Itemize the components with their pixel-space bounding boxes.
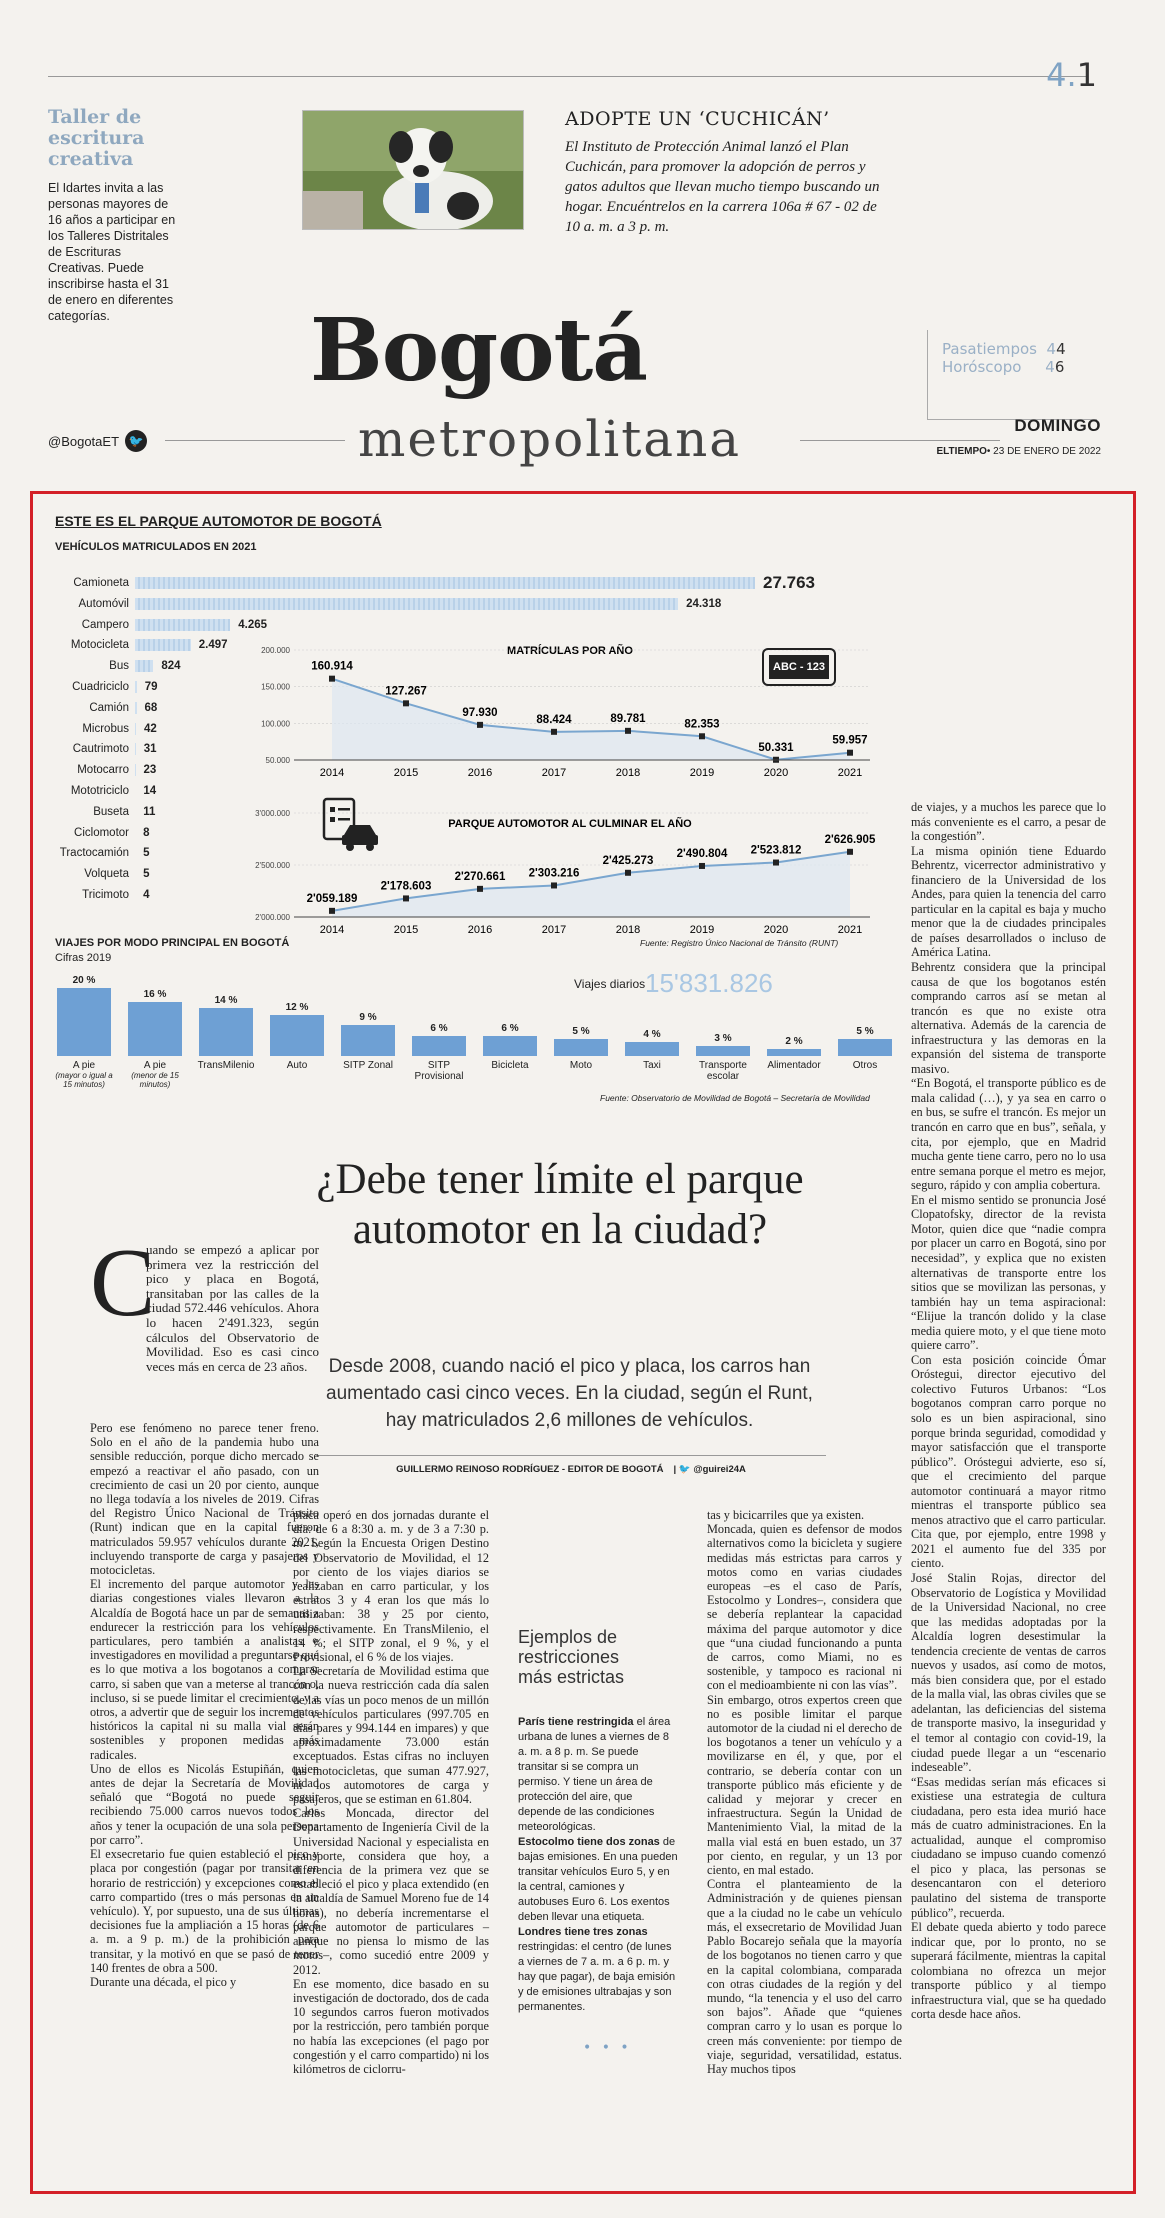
mode-value: 5 % (572, 1026, 590, 1037)
vehicle-label: Volqueta (84, 868, 129, 881)
x-tick-label: 2018 (615, 924, 641, 935)
vehicle-row (55, 595, 721, 613)
data-label: 2'303.216 (528, 867, 580, 880)
source-runt: Fuente: Registro Único Nacional de Tránsito (RUNT) (640, 938, 839, 948)
data-label: 2'425.273 (602, 854, 654, 867)
vehicle-bar (135, 619, 230, 631)
daily-trips-value: 15'831.826 (645, 968, 773, 998)
infographic-title: ESTE ES EL PARQUE AUTOMOTOR DE BOGOTÁ (55, 513, 382, 529)
vehicle-label: Microbus (82, 722, 129, 735)
data-point (847, 750, 853, 756)
x-tick-label: 2020 (763, 767, 789, 779)
mode-label: Otros (852, 1060, 878, 1071)
mode-value: 16 % (143, 988, 167, 1000)
mode-bar-group (407, 1023, 471, 1082)
index-item: Horóscopo 46 (942, 358, 1065, 376)
vehicle-bar (135, 639, 191, 651)
mode-value: 5 % (856, 1026, 874, 1037)
mode-bar (341, 1025, 395, 1056)
mode-bar (767, 1049, 821, 1056)
vehicle-bar (135, 660, 153, 672)
data-point (329, 908, 335, 914)
column-3: tas y bicicarriles que ya existen. Moncada, quien es defensor de modos alternativos como la bicicleta y sugiere medidas más estrictas para carros y motos como en varias ciudades europeas –es el caso de París, Estocolmo y Londres–, considera que se debería replantear la capacidad máxima del parque automotor y dice que “una ciudad funcionando a punta de carros, como Miami, no es sostenible, y tampoco es racional ni con el medioambiente ni con las vías”. Sin embargo, otros expertos creen que no es posible limitar el parque automotor de la ciudad ni el derecho de los bogotanos a tener un vehículo y a movilizarse en él, y que, por el contrario, se debería contar con un transporte público más eficiente y de calidad y mejorar y crecer en infraestructura. Según la Unidad de Mantenimiento Vial, la mitad de la malla vial está en buen estado, un 37 por ciento, en regular, y un 13 por ciento, en mal estado. Contra el planteamiento de la Administración y de quienes piensan que a la ciudad no le cabe un vehículo más, el exsecretario de Movilidad Juan Pablo Bocarejo señala que la mayoría de los bogotanos no tienen carro y que en la capital colombiana, comparada con otras ciudades de la región y del mundo, “la tenencia y el uso del carro son bajos”. Añade que “quienes compran carro y lo usan es porque lo creen más conveniente: por tiempo de viaje, seguridad, versatilidad, estatus. Hay muchos tipos (707, 1508, 902, 2076)
data-point (625, 728, 631, 734)
data-point (477, 722, 483, 728)
vehicle-label: Motocicleta (70, 639, 129, 652)
vehicle-bar (135, 723, 136, 735)
vehicle-row (55, 678, 158, 696)
vehicle-row (55, 844, 150, 862)
mode-value: 3 % (714, 1032, 732, 1044)
mode-bar-group (52, 975, 116, 1089)
drop-cap: C (90, 1229, 156, 1337)
vehicle-bar (135, 702, 137, 714)
x-tick-label: 2019 (689, 924, 715, 935)
y-tick-label: 150.000 (261, 682, 290, 692)
vehicle-value: 2.497 (198, 639, 228, 652)
data-label: 160.914 (311, 660, 353, 673)
vehicle-value: 27.763 (763, 573, 815, 592)
vehicle-value: 824 (161, 660, 181, 673)
data-label: 82.353 (684, 718, 720, 731)
data-point (403, 895, 409, 901)
data-label: 88.424 (536, 713, 572, 726)
data-point (847, 849, 853, 855)
mode-value: 14 % (214, 995, 238, 1007)
data-label: 2'059.189 (306, 892, 358, 905)
mode-bar-group (549, 1026, 613, 1071)
y-tick-label: 50.000 (265, 756, 290, 765)
sidebar-box-body (518, 1715, 678, 2015)
x-tick-label: 2015 (393, 767, 419, 779)
mode-value: 9 % (359, 1012, 377, 1024)
x-tick-label: 2016 (467, 767, 493, 779)
mode-value: 4 % (643, 1029, 661, 1041)
vehicle-value: 5 (143, 868, 150, 881)
data-label: 2'523.812 (750, 844, 802, 857)
daily-trips-label: Viajes diarios (574, 977, 646, 991)
mode-label: Moto (569, 1060, 593, 1071)
mode-bar (128, 1002, 182, 1056)
index-item: Pasatiempos 44 (942, 340, 1066, 358)
mode-value: 6 % (501, 1022, 519, 1034)
vehicle-value: 31 (143, 743, 157, 756)
data-point (699, 863, 705, 869)
vehicle-label: Bus (109, 660, 129, 673)
vehicle-row (55, 886, 149, 904)
data-label: 89.781 (610, 712, 646, 725)
x-tick-label: 2014 (319, 924, 345, 935)
data-label: 127.267 (385, 685, 427, 698)
vehicle-row (55, 699, 157, 717)
column-1: Pero ese fenómeno no parece tener freno. Solo en el año de la pandemia hubo una sensible reducción, porque dicho mercado se empezó a reactivar el año pasado, con un crecimiento de casi un 20 por ciento, aunque no llega todavía a los niveles de 2019. Cifras del Registro Único Nacional de Tránsito (Runt) indican que en la capital fueron matriculados 59.957 vehículos durante 2021, incluyendo transporte de carga y pasajeros y motocicletas. El incremento del parque automotor y las diarias congestiones viales llevaron a la Alcaldía de Bogotá hace un par de semanas a endurecer la restricción para los vehículos particulares, pero también a analistas e investigadores en movilidad a preguntarse qué es lo que motiva a los bogotanos a comprar carro, si saben que van a meterse al trancón o, incluso, si se puede limitar el crecimiento, y a otros, a advertir que de seguir los incrementos históricos la capital ni su malla vial serán sostenibles y proponen medidas más radicales. Uno de ellos es Nicolás Estupiñán, quien antes de dejar la Secretaría de Movilidad señaló que “Bogotá no puede seguir recibiendo 75.000 carros nuevos todos los años y tener la ocupación de una sola persona por carro”. El exsecretario fue quien estableció el pico y placa por congestión (pagar por transitar en horario de restricción) y excepciones como el carro compartido (tres o más personas en un vehículo). Y, por supuesto, una de sus últimas decisiones fue la ampliación a 15 horas (de 6 a. m. a 9 p. m.) de la prohibición para transitar, y la motivó en que se pasó de tener 140 frentes de obra a 500. Durante una década, el pico y (90, 1421, 319, 1989)
mode-label: Alimentador (767, 1059, 821, 1071)
vehicle-value: 24.318 (686, 597, 722, 610)
mode-value: 6 % (430, 1022, 448, 1034)
vehicle-label: Mototriciclo (70, 785, 129, 797)
vehicle-row (55, 782, 156, 800)
masthead-rule-right (800, 440, 1000, 441)
vehicle-bar (135, 743, 136, 755)
vehicle-value: 42 (143, 722, 157, 735)
vehicle-value: 79 (144, 681, 158, 693)
vehicle-row (55, 574, 815, 592)
data-point (551, 882, 557, 888)
mode-note: (mayor o igual a 15 minutos) (55, 1071, 113, 1089)
box-item: Londres tiene tres zonas restringidas: el centro (de lunes a viernes de 7 a. m. a 6 p. m. y hay que pagar), de baja emisión y de emisiones ultrabajas y son permanentes. (518, 1926, 676, 2013)
vehicle-value: 68 (144, 701, 158, 714)
mode-label: SITP Provisional (414, 1059, 464, 1082)
vehicle-value: 4.265 (238, 618, 268, 631)
vehicle-value: 8 (143, 826, 150, 839)
vehicle-label: Cautrimoto (72, 743, 129, 756)
box-item: París tiene restringida el área urbana de lunes a viernes de 8 a. m. a 8 p. m. Se puede transitar si se compra un permiso. Y tiene un área de protección del aire, que depende de las condiciones meteorológicas. (518, 1716, 671, 1833)
masthead-title: Bogotá (310, 300, 647, 401)
mode-bar (270, 1015, 324, 1056)
y-tick-label: 3'000.000 (255, 809, 290, 818)
x-tick-label: 2014 (319, 767, 345, 779)
data-point (699, 733, 705, 739)
data-point (403, 700, 409, 706)
dog-photo (302, 110, 524, 230)
mode-bar (696, 1046, 750, 1056)
box-dots: • • • (583, 2040, 632, 2056)
data-point (625, 870, 631, 876)
column-2: placa operó en dos jornadas durante el día: de 6 a 8:30 a. m. y de 3 a 7:30 p. m. Según la Encuesta Origen Destino del Observatorio de Movilidad, el 12 por ciento de los viajes diarios se realizaban en carro particular, y los estratos 3 y 4 eran los que más lo utilizaban: 38 y 25 por ciento, respectivamente. En TransMilenio, el 14 %; el SITP zonal, el 9 %, y el Provisional, el 6 % de los viajes. La Secretaría de Movilidad estima que con la nueva restricción cada día salen de las vías un poco menos de un millón de vehículos particulares (997.705 en días pares y 994.144 en impares) y que aproximadamente 73.000 están exceptuados. Estas cifras no incluyen las motocicletas, que suman 477.927, ni los automotores de carga y pasajeros, que se estiman en 61.804. Carlos Moncada, director del Departamento de Ingeniería Civil de la Universidad Nacional y especialista en transporte, considera que hoy, a diferencia de la primera vez que se estableció el pico y placa extendido (en la alcaldía de Samuel Moreno fue de 14 horas), no debería incrementarse el parque automotor de particulares –aunque no piensa lo mismo de las motos–, como sucedió entre 2009 y 2012. En ese momento, dice basado en su investigación de doctorado, dos de cada 10 segundos carros fueron motivados por la restricción, pero también porque no había las excepciones (el pago por congestión y el carro compartido) ni los kilómetros de ciclorru- (293, 1508, 490, 2076)
x-tick-label: 2019 (689, 767, 715, 779)
column-4: de viajes, y a muchos les parece que lo más conveniente es el carro, a pesar de la congestión”. La misma opinión tiene Eduardo Behrentz, vicerrector administrativo y financiero de la Universidad de los Andes, para quien la tenencia del carro particular en la capital es baja y mucho menor que la de ciudades principales de países desarrollados o incluso de América Latina. Behrentz considera que la principal causa de que los bogotanos estén comprando carros así se metan al trancón es que no existe otra alternativa. Además de la carencia de infraestructura y las demoras en la expansión del sistema de transporte masivo. “En Bogotá, el transporte público es de mala calidad (…), y ya sea en carro o en bus, se sufre el trancón. Es mejor un trancón en carro que en bus”, señala, y cita, por ejemplo, que en Madrid mucha gente tiene carro, pero no lo usa entre semana porque el metro es mejor, seguro, rápido y con amplia cobertura. En el mismo sentido se pronuncia José Clopatofsky, director de la revista Motor, quien dice que “nadie compra por placer un carro en Bogotá, sino por necesidad”, y explica que no existen alternativas de transporte entre los sitios que se movilizan las personas, y también hay un tema aspiracional: “Elijue la trancón dolido y la clase media quiere moto, y el que tiene moto quiere carro”. Con esta posición coincide Ómar Oróstegui, director ejecutivo del colectivo Futuros Urbanos: “Los bogotanos compran carro porque no solo es un bien aspiracional, sino porque brinda seguridad, comodidad y mayor satisfacción que el transporte público”. Oróstegui advierte, eso sí, que el crecimiento del parque automotor continuará a mayor ritmo mientras el transporte público sea menos atractivo que el carro particular. Cita que, por ejemplo, entre 1998 y 2021 el aumento fue del 335 por ciento. José Stalin Rojas, director del Observatorio de Logística y Movilidad de la Universidad Nacional, no cree que las medidas adoptadas por la Alcaldía logren desestimular la tendencia creciente de ventas de carros nuevos y usados, así como de motos, más bien considera que, por el estado de la malla vial, las obras civiles que se adelantan, las deficiencias del sistema de transporte masivo, la inseguridad y el temor al contagio con covid-19, la ciudad puede llegar a un “escenario indeseable”. “Esas medidas serían más eficaces si existiese una estrategia de cultura ciudadana, pero esta idea murió hace más de cuatro administraciones. En la actualidad, aunque el compromiso ciudadano se impuso cuando comenzó el pico y placa, las personas se desencantaron con el deterioro paulatino del sistema de transporte público”, recuerda. El debate queda abierto y todo parece indicar que, por lo pronto, no se superará fácilmente, mientras la capital colombiana no ofrezca un mejor transporte público y al tiempo infraestructura vial, que se ha quedado corta desde hace años. (911, 800, 1106, 2022)
mode-note: (menor de 15 minutos) (131, 1070, 179, 1089)
vehicle-value: 4 (143, 889, 150, 901)
data-label: 97.930 (462, 706, 498, 719)
mode-bar-group (123, 989, 187, 1089)
article-headline: ¿Debe tener límite el parque automotor en la ciudad? (316, 1156, 804, 1253)
x-tick-label: 2018 (615, 767, 641, 779)
promo-body: El Instituto de Protección Animal lanzó el Plan Cuchicán, para promover la adopción de perros y gatos adultos que llevan mucho tiempo buscando un hogar. Encuéntrelos en la carrera 106a # 67 - 02 de 10 a. m. a 3 p. m. (565, 139, 880, 235)
page-number: 4.1 (1046, 56, 1097, 94)
mode-label: A pie (143, 1059, 167, 1071)
x-tick-label: 2020 (763, 924, 789, 935)
vehicle-bar (135, 681, 137, 693)
vehicle-row (55, 720, 157, 738)
car-list-icon (322, 797, 356, 849)
mode-label: A pie (72, 1060, 96, 1071)
data-label: 59.957 (832, 734, 868, 747)
vehicle-label: Motocarro (77, 764, 129, 777)
plate-icon: ABC - 123 (762, 648, 836, 686)
twitter-handle[interactable] (48, 430, 147, 452)
data-label: 2'626.905 (824, 833, 876, 846)
mode-bar-group (620, 1029, 684, 1071)
modes-subtitle: Cifras 2019 (55, 952, 112, 964)
mode-label: Transporte escolar (699, 1059, 747, 1082)
vehicle-row (55, 803, 155, 821)
masthead-rule-left (165, 440, 345, 441)
vehicle-value: 14 (143, 785, 157, 797)
chart-title: PARQUE AUTOMOTOR AL CULMINAR EL AÑO (448, 818, 692, 830)
x-tick-label: 2016 (467, 924, 493, 935)
y-tick-label: 200.000 (261, 646, 290, 655)
y-tick-label: 2'500.000 (255, 861, 290, 870)
mode-bar-group (194, 995, 258, 1071)
vehicle-value: 23 (143, 764, 157, 777)
mode-bar (57, 988, 111, 1056)
vehicle-row (55, 636, 228, 654)
index-box (927, 330, 1097, 420)
data-label: 50.331 (758, 741, 794, 754)
article-byline (316, 1455, 826, 1475)
vehicle-bar (135, 577, 755, 589)
vehicle-label: Tractocamión (59, 847, 129, 860)
data-point (329, 676, 335, 682)
promo-title: ADOPTE UN ‘CUCHICÁN’ (565, 108, 830, 130)
source-observatorio: Fuente: Observatorio de Movilidad de Bogotá – Secretaría de Movilidad (600, 1093, 870, 1103)
sidebar-title: Taller de escritura creativa (48, 106, 145, 170)
mode-label: SITP Zonal (343, 1059, 393, 1071)
vehicle-value: 5 (143, 847, 150, 860)
y-tick-label: 2'000.000 (255, 913, 290, 922)
vehicle-row (55, 761, 156, 779)
twitter-handle-text: @BogotaET (48, 433, 120, 449)
mode-bar-group (691, 1033, 755, 1082)
mode-bar-group (762, 1036, 826, 1071)
x-tick-label: 2017 (541, 924, 567, 935)
mode-bar-group (833, 1026, 897, 1071)
box-item: Estocolmo tiene dos zonas de bajas emisiones. En una pueden transitar vehículos Euro 5, y en la central, camiones y autobuses Euro 6. Los exentos deben llevar una etiqueta. (518, 1836, 678, 1923)
vehicle-bar (135, 764, 136, 776)
vehicle-label: Cuadriciclo (72, 681, 129, 693)
weekday: DOMINGO (1014, 416, 1101, 435)
vehicle-label: Ciclomotor (74, 826, 129, 839)
column-1-intro: uando se empezó a aplicar por primera vez la restricción del pico y placa en Bogotá, transitaban por las calles de la ciudad 572.446 vehículos. Ahora lo hacen 2'491.323, según cálculos del Observatorio de Movilidad. Eso es casi cinco veces más en cerca de 23 años. (146, 1242, 319, 1374)
data-label: 2'270.661 (454, 870, 506, 883)
mode-label: Auto (286, 1059, 308, 1071)
mode-label: Taxi (643, 1059, 661, 1071)
mode-value: 12 % (285, 1002, 309, 1014)
article-deck: Desde 2008, cuando nació el pico y placa, los carros han aumentado casi cinco veces. En la ciudad, según el Runt, hay matriculados 2,6 millones de vehículos. (326, 1356, 813, 1431)
top-rule (48, 76, 1088, 77)
mode-value: 2 % (785, 1036, 803, 1048)
vehicle-label: Camión (89, 701, 129, 714)
mode-bar (625, 1042, 679, 1056)
vehicle-label: Buseta (93, 805, 129, 818)
vehicle-label: Tricimoto (82, 889, 129, 901)
sidebar-box-title: Ejemplos de restricciones más estrictas (518, 1627, 625, 1687)
byline-author: GUILLERMO REINOSO RODRÍGUEZ - EDITOR DE BOGOTÁ (396, 1464, 664, 1475)
vehicle-row (55, 657, 181, 675)
x-tick-label: 2021 (837, 924, 863, 935)
vehicles-title: VEHÍCULOS MATRICULADOS EN 2021 (55, 541, 257, 553)
data-label: 2'178.603 (380, 880, 432, 893)
data-label: 2'490.804 (676, 847, 728, 860)
vehicle-bar (135, 598, 678, 610)
vehicle-label: Automóvil (78, 597, 129, 610)
mode-bar (838, 1039, 892, 1056)
mode-bar (412, 1036, 466, 1056)
mode-bar (199, 1008, 253, 1056)
data-point (477, 886, 483, 892)
edition-line: ELTIEMPO• 23 DE ENERO DE 2022 (936, 446, 1101, 457)
modes-title: VIAJES POR MODO PRINCIPAL EN BOGOTÁ (55, 937, 290, 949)
x-tick-label: 2021 (837, 767, 863, 779)
masthead-subtitle: metropolitana (358, 410, 742, 468)
mode-bar (554, 1039, 608, 1056)
vehicle-row (55, 740, 156, 758)
vehicle-value: 11 (143, 805, 156, 818)
byline-twitter: | 🐦 @guirei24A (673, 1464, 746, 1475)
sidebar-body: El Idartes invita a las personas mayores de 16 años a participar en los Talleres Distritales de Escrituras Creativas. Puede inscribirse hasta el 31 de enero en diferentes categorías. (48, 181, 176, 323)
data-point (551, 729, 557, 735)
vehicle-label: Camioneta (73, 577, 129, 589)
vehicle-label: Campero (81, 618, 129, 631)
data-point (773, 860, 779, 866)
vehicle-row (55, 865, 150, 883)
twitter-icon: 🐦 (125, 430, 147, 452)
mode-label: Bicicleta (491, 1059, 529, 1071)
chart-title: MATRÍCULAS POR AÑO (507, 645, 633, 657)
mode-bar-group (265, 1002, 329, 1071)
x-tick-label: 2015 (393, 924, 419, 935)
mode-bar-group (478, 1023, 542, 1071)
mode-value: 20 % (72, 975, 96, 986)
x-tick-label: 2017 (541, 767, 567, 779)
mode-label: TransMilenio (197, 1059, 255, 1071)
mode-bar (483, 1036, 537, 1056)
mode-bar-group (336, 1012, 400, 1071)
vehicle-row (55, 616, 267, 634)
vehicle-row (55, 824, 150, 842)
y-tick-label: 100.000 (261, 719, 290, 729)
